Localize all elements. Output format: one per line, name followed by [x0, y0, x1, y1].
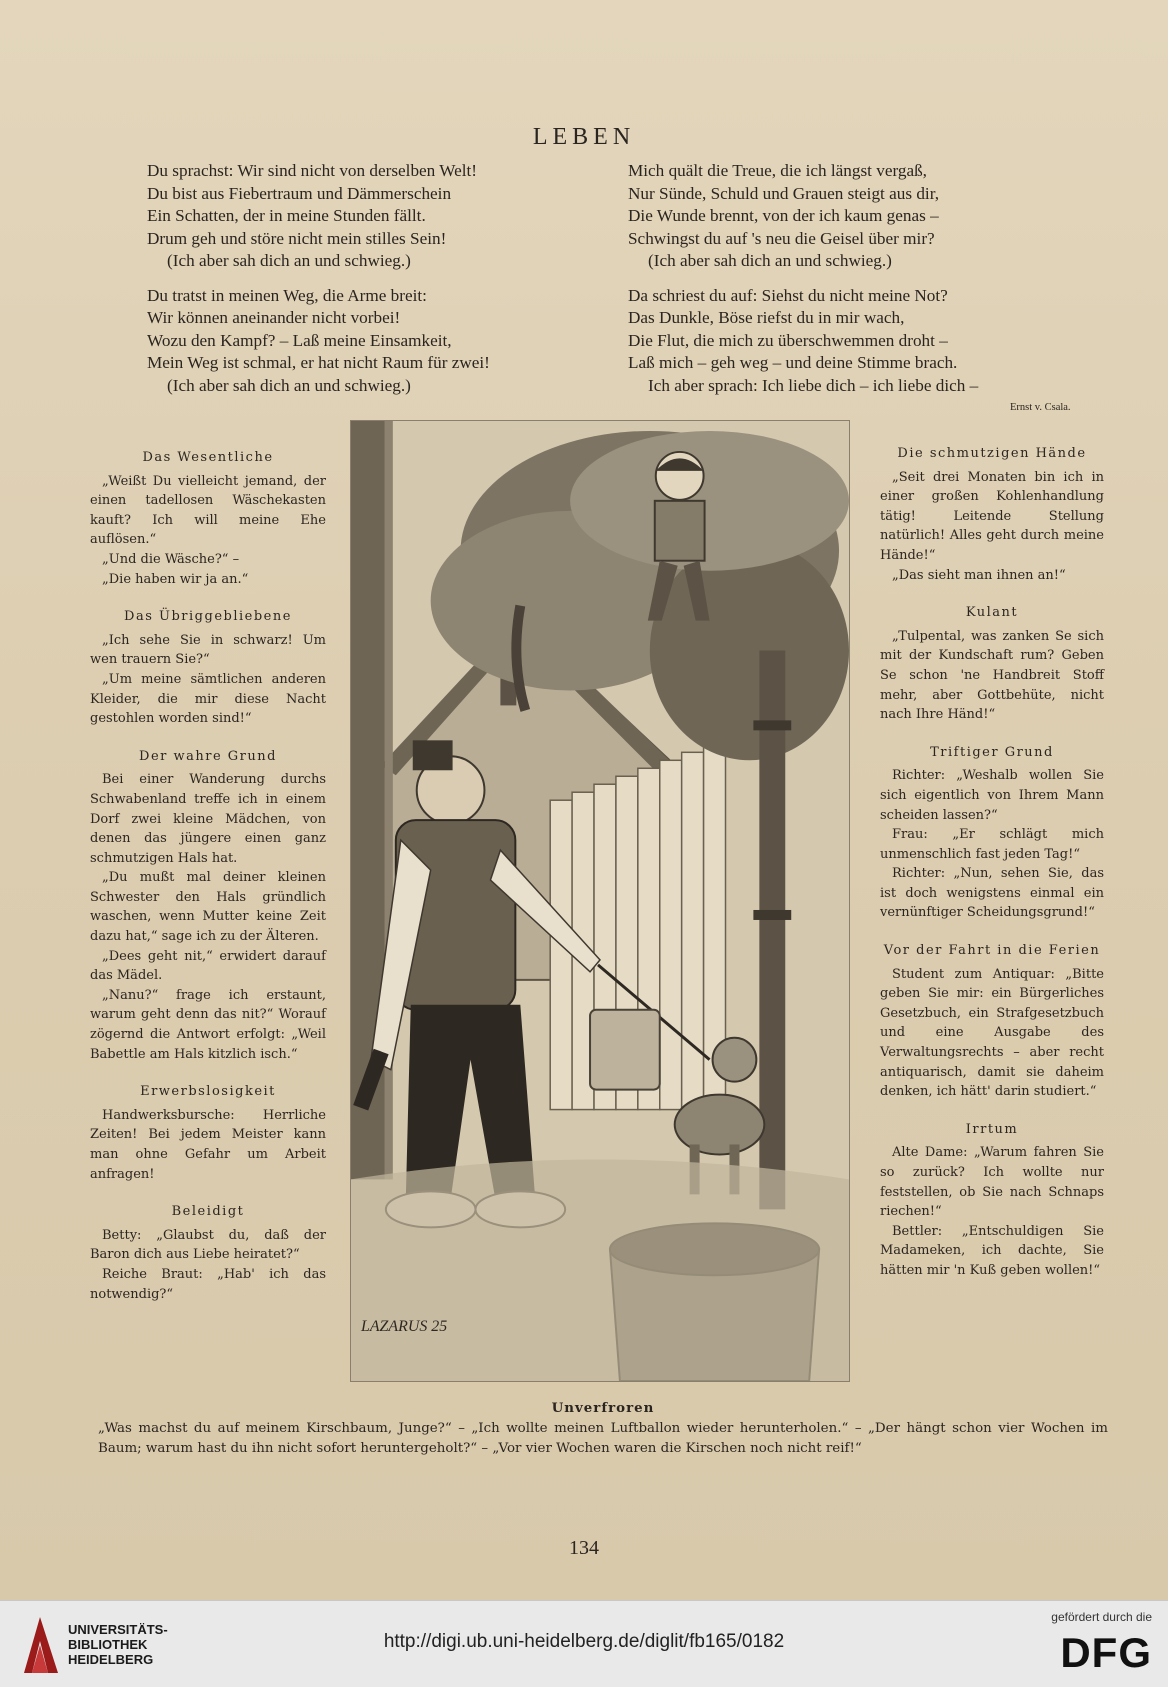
- institution-line: BIBLIOTHEK: [68, 1637, 148, 1652]
- joke-text: Richter: „Nun, sehen Sie, das ist doch wenigstens einmal ein vernünftiger Scheidungsgrund!“: [880, 866, 1104, 921]
- joke-text: Bettler: „Entschuldigen Sie Madameken, ich dachte, Sie hätten mir 'n Kuß geben wollen!“: [880, 1223, 1104, 1278]
- joke-title: Irrtum: [965, 1121, 1019, 1137]
- joke-text: „Du mußt mal deiner kleinen Schwester den Hals gründlich waschen, wenn Mutter keine Zeit dazu hat,“ sage ich zu der Älteren.: [90, 870, 326, 945]
- joke-text: „Dees geht nit,“ erwidert darauf das Mädel.: [90, 948, 326, 984]
- joke-text: „Die haben wir ja an.“: [102, 571, 249, 587]
- joke-title: Triftiger Grund: [930, 744, 1054, 760]
- joke-text: Richter: „Weshalb wollen Sie sich eigentlich von Ihrem Mann scheiden lassen?“: [880, 768, 1104, 823]
- poem-refrain: (Ich aber sah dich an und schwieg.): [648, 251, 892, 270]
- joke-item: [880, 941, 1104, 1102]
- poem-right-column: [628, 160, 1088, 409]
- illustration-drawing: [351, 421, 849, 1381]
- poem-line: Du sprachst: Wir sind nicht von derselben Welt!: [147, 161, 477, 180]
- jokes-right-column: [880, 444, 1104, 1299]
- joke-title: Beleidigt: [171, 1204, 245, 1220]
- poem-line: Mein Weg ist schmal, er hat nicht Raum für zwei!: [147, 353, 490, 372]
- poem-line: Das Dunkle, Böse riefst du in mir wach,: [628, 308, 905, 327]
- poem-line: Ein Schatten, der in meine Stunden fällt.: [147, 206, 426, 225]
- joke-text: „Nanu?“ frage ich erstaunt, warum geht denn das nit?“ Worauf zögernd die Antwort erfolgt: „Weil Babettle am Hals kitzlich isch.“: [90, 987, 326, 1062]
- poem-line: Wir können aneinander nicht vorbei!: [147, 308, 401, 327]
- joke-title: Das Wesentliche: [142, 450, 274, 465]
- poem-line: Die Wunde brennt, von der ich kaum genas –: [628, 206, 939, 225]
- poem-stanza: [628, 160, 1088, 273]
- joke-text: Handwerksbursche: Herrliche Zeiten! Bei jedem Meister kann man ohne Gefahr um Arbeit anfragen!: [90, 1107, 326, 1182]
- joke-text: „Das sieht man ihnen an!“: [892, 567, 1066, 583]
- poem-refrain: Ich aber sprach: Ich liebe dich – ich liebe dich –: [648, 375, 979, 395]
- joke-item: [90, 1202, 326, 1304]
- caption-title: Unverfroren: [551, 1400, 655, 1416]
- joke-item: [880, 603, 1104, 725]
- joke-item: [880, 1120, 1104, 1281]
- joke-text: „Und die Wäsche?“ –: [102, 551, 240, 567]
- joke-item: [90, 747, 326, 1065]
- caption-text: „Was machst du auf meinem Kirschbaum, Junge?“ – „Ich wollte meinen Luftballon wieder herunterholen.“ – „Der hängt schon vier Wochen im Baum; warum hast du ihn nicht sofort heruntergeholt?“ – „Vor vier Wochen waren die Kirschen noch nicht reif!“: [98, 1420, 1108, 1456]
- poem-line: Mich quält die Treue, die ich längst vergaß,: [628, 161, 927, 180]
- page-url-link[interactable]: http://digi.ub.uni-heidelberg.de/diglit/fb165/0182: [383, 1631, 785, 1652]
- poem-stanza: [628, 285, 1088, 398]
- page-number: 134: [569, 1537, 599, 1559]
- illustration-signature: LAZARUS 25: [360, 1318, 448, 1336]
- joke-title: Der wahre Grund: [139, 748, 277, 764]
- poem-line: Du tratst in meinen Weg, die Arme breit:: [147, 285, 427, 305]
- poem-line: Du bist aus Fiebertraum und Dämmerschein: [147, 183, 452, 203]
- funded-by-label: gefördert durch die: [1051, 1610, 1152, 1624]
- poem-author: Ernst v. Csala.: [1010, 402, 1071, 413]
- joke-text: „Seit drei Monaten bin ich in einer großen Kohlenhandlung tätig! Leitende Stellung natürlich! Alles geht durch meine Hände!“: [880, 469, 1104, 563]
- joke-text: Bei einer Wanderung durchs Schwabenland treffe ich in einem Dorf zwei kleine Mädchen, von denen das jüngere einen ganz schmutzigen Hals hat.: [90, 772, 326, 866]
- poem-line: Drum geh und störe nicht mein stilles Sein!: [147, 228, 447, 248]
- poem-stanza: [147, 285, 587, 398]
- joke-item: [880, 444, 1104, 585]
- joke-item: [90, 607, 326, 729]
- poem-refrain: (Ich aber sah dich an und schwieg.): [167, 251, 411, 270]
- joke-item: [90, 1082, 326, 1184]
- joke-text: „Tulpental, was zanken Se sich mit der Kundschaft rum? Geben Se schon 'ne Handbreit Stoff mehr, aber Gottbehüte, nicht nach Ihre Händ!“: [880, 628, 1104, 723]
- poem-line: Nur Sünde, Schuld und Grauen steigt aus dir,: [628, 183, 940, 203]
- joke-title: Vor der Fahrt in die Ferien: [883, 943, 1101, 959]
- joke-title: Erwerbslosigkeit: [140, 1084, 276, 1100]
- joke-title: Die schmutzigen Hände: [897, 446, 1087, 461]
- joke-title: Das Übriggebliebene: [124, 609, 292, 625]
- joke-text: „Ich sehe Sie in schwarz! Um wen trauern Sie?“: [90, 632, 326, 668]
- poem-line: Wozu den Kampf? – Laß meine Einsamkeit,: [147, 330, 452, 350]
- poem-refrain: (Ich aber sah dich an und schwieg.): [167, 375, 411, 395]
- poem-line: Schwingst du auf 's neu die Geisel über mir?: [628, 228, 935, 248]
- joke-text: Frau: „Er schlägt mich unmenschlich fast jeden Tag!“: [880, 827, 1104, 862]
- joke-text: „Weißt Du vielleicht jemand, der einen tadellosen Wäschekasten kauft? Ich will meine Ehe auflösen.“: [90, 473, 326, 548]
- institution-line: HEIDELBERG: [68, 1652, 154, 1667]
- joke-text: Betty: „Glaubst du, daß der Baron dich aus Liebe heiratet?“: [90, 1227, 326, 1263]
- jokes-left-column: [90, 448, 326, 1322]
- poem-stanza: [147, 160, 587, 273]
- institution-line: UNIVERSITÄTS-: [68, 1622, 168, 1637]
- library-footer: [0, 1600, 1168, 1687]
- joke-title: Kulant: [965, 605, 1019, 621]
- illustration-cherry-tree: [350, 420, 850, 1382]
- poem-left-column: [147, 160, 587, 409]
- joke-item: [90, 448, 326, 589]
- joke-text: „Um meine sämtlichen anderen Kleider, die mir diese Nacht gestohlen worden sind!“: [90, 671, 326, 727]
- poem-line: Die Flut, die mich zu überschwemmen droht –: [628, 330, 948, 350]
- joke-text: Student zum Antiquar: „Bitte geben Sie mir: ein Bürgerliches Gesetzbuch, ein Strafgesetzbuch und eine Ausgabe des Verwaltungsrechts – aber recht antiquarisch, damit sie daheim denken, ich hätt' darin studiert.“: [880, 966, 1104, 1100]
- poem-line: Da schriest du auf: Siehst du nicht meine Not?: [628, 285, 948, 305]
- poem-title: LEBEN: [532, 124, 636, 150]
- dfg-logo[interactable]: DFG: [1060, 1629, 1152, 1676]
- illustration-caption: [98, 1398, 1108, 1460]
- poem-line: Laß mich – geh weg – und deine Stimme brach.: [628, 353, 958, 372]
- joke-text: Alte Dame: „Warum fahren Sie so zurück? Ich wollte nur feststellen, ob Sie nach Schnaps riechen!“: [880, 1145, 1104, 1220]
- joke-text: Reiche Braut: „Hab' ich das notwendig?“: [90, 1266, 326, 1302]
- joke-item: [880, 743, 1104, 923]
